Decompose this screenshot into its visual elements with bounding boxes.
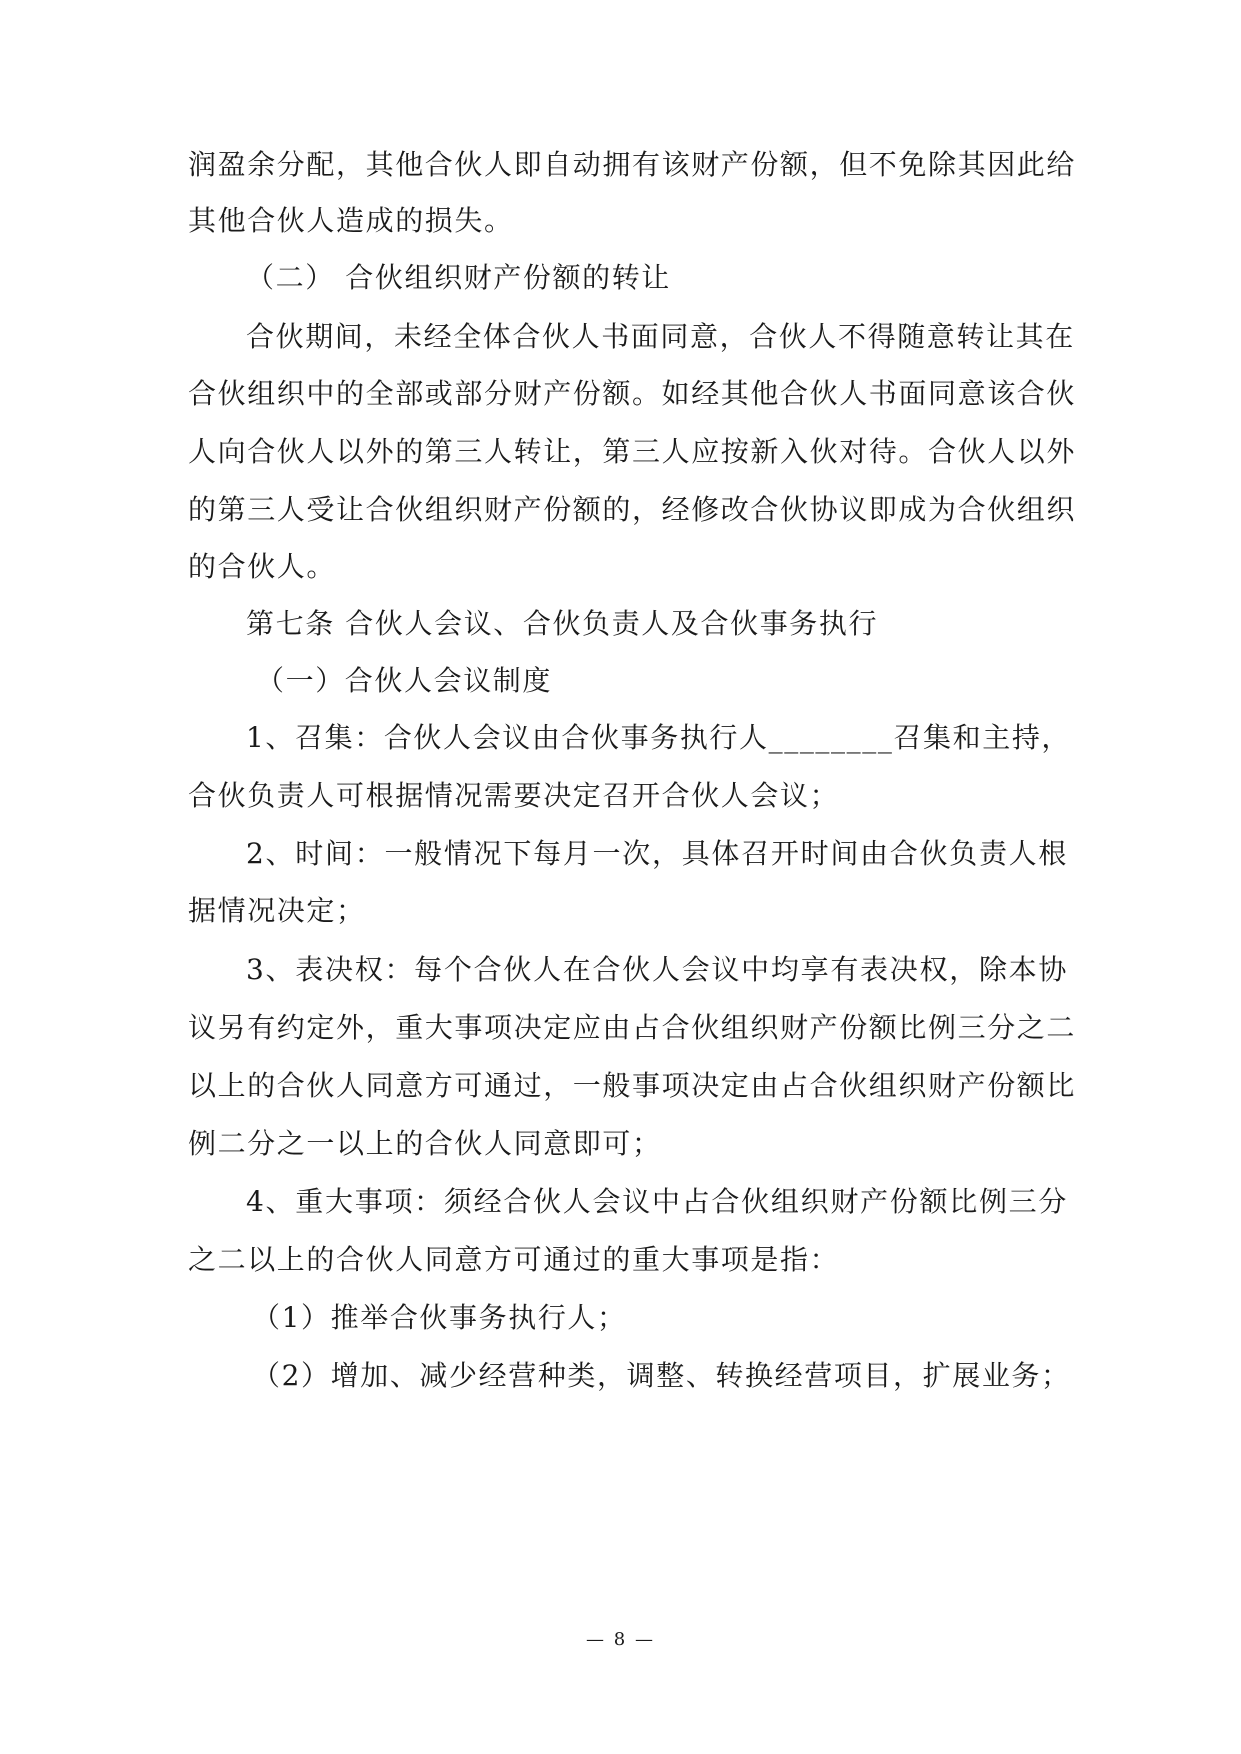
list-item: （2）增加、减少经营种类，调整、转换经营项目，扩展业务； <box>252 1359 1071 1392</box>
paragraph-line: 4、重大事项：须经合伙人会议中占合伙组织财产份额比例三分 <box>246 1185 1068 1218</box>
paragraph-line: 润盈余分配，其他合伙人即自动拥有该财产份额，但不免除其因此给 <box>188 148 1077 181</box>
paragraph-line: 2、时间：一般情况下每月一次，具体召开时间由合伙负责人根 <box>246 837 1068 870</box>
paragraph-line: 的合伙人。 <box>188 550 337 583</box>
paragraph-line: 其他合伙人造成的损失。 <box>188 204 514 237</box>
section-heading: （二） 合伙组织财产份额的转让 <box>246 261 671 294</box>
paragraph-line: 人向合伙人以外的第三人转让，第三人应按新入伙对待。合伙人以外 <box>188 435 1077 468</box>
paragraph-line: 合伙期间，未经全体合伙人书面同意，合伙人不得随意转让其在 <box>246 320 1075 353</box>
list-item: （1）推举合伙事务执行人； <box>252 1301 627 1334</box>
section-heading: （一）合伙人会议制度 <box>256 664 553 697</box>
paragraph-line: 合伙组织中的全部或部分财产份额。如经其他合伙人书面同意该合伙 <box>188 377 1077 410</box>
article-heading: 第七条 合伙人会议、合伙负责人及合伙事务执行 <box>246 607 879 640</box>
paragraph-line: 例二分之一以上的合伙人同意即可； <box>188 1127 662 1160</box>
paragraph-line: 之二以上的合伙人同意方可通过的重大事项是指： <box>188 1243 840 1276</box>
paragraph-line: 3、表决权：每个合伙人在合伙人会议中均享有表决权，除本协 <box>246 953 1068 986</box>
paragraph-line: 据情况决定； <box>188 894 366 927</box>
paragraph-line: 以上的合伙人同意方可通过，一般事项决定由占合伙组织财产份额比 <box>188 1069 1077 1102</box>
paragraph-line: 1、召集：合伙人会议由合伙事务执行人________召集和主持， <box>246 721 1072 754</box>
paragraph-line: 合伙负责人可根据情况需要决定召开合伙人会议； <box>188 779 840 812</box>
paragraph-line: 议另有约定外，重大事项决定应由占合伙组织财产份额比例三分之二 <box>188 1011 1077 1044</box>
page-number: — 8 — <box>586 1629 655 1650</box>
paragraph-line: 的第三人受让合伙组织财产份额的，经修改合伙协议即成为合伙组织 <box>188 493 1077 526</box>
